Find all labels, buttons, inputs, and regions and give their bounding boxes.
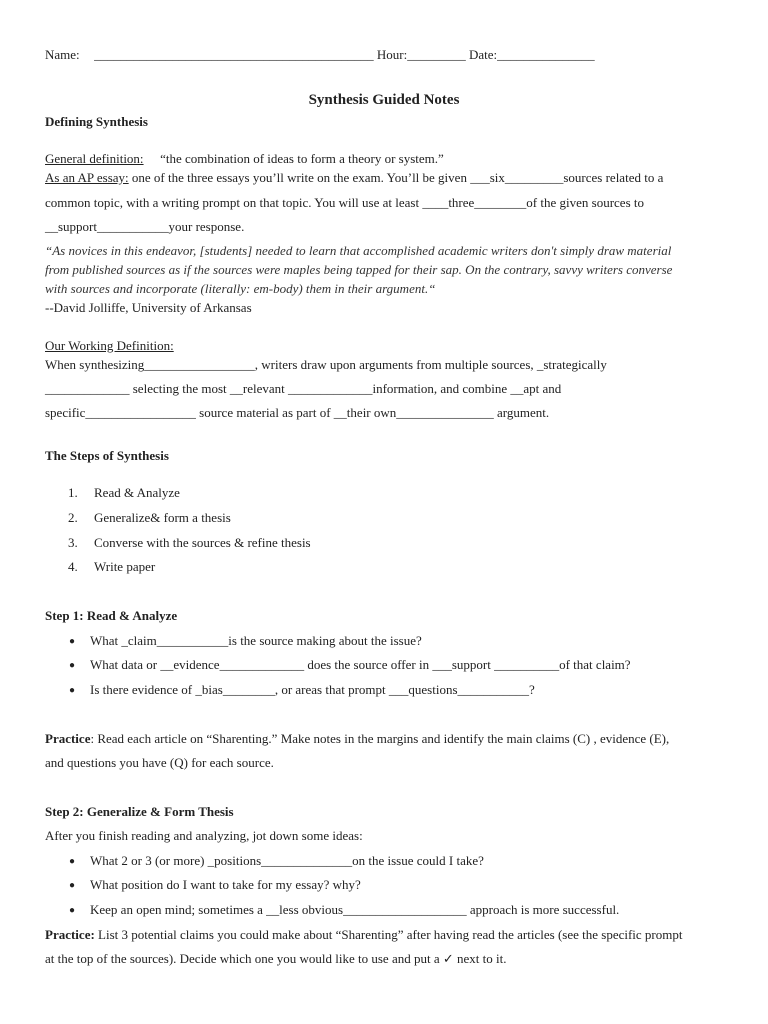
working-definition-line-1: When synthesizing_________________, writers draw upon arguments from multiple sources, _strategically xyxy=(45,357,607,372)
step-number: 3. xyxy=(68,535,78,550)
quote-line-3: with sources and incorporate (literally: em-body) them in their argument.“ xyxy=(45,281,436,296)
date-label: Date: xyxy=(469,47,498,62)
working-definition-line-2: _____________ selecting the most __relevant _____________information, and combine __apt and xyxy=(45,381,562,396)
step-item: Converse with the sources & refine thesis xyxy=(94,535,311,550)
general-definition-line xyxy=(45,151,444,167)
steps-heading: The Steps of Synthesis xyxy=(45,448,169,463)
general-definition-text: “the combination of ideas to form a theory or system.” xyxy=(160,151,444,166)
working-definition-label: Our Working Definition: xyxy=(45,338,174,353)
step-number: 1. xyxy=(68,485,78,500)
ap-essay-line-3: __support___________your response. xyxy=(45,219,245,234)
practice-text: : Read each article on “Sharenting.” Make notes in the margins and identify the main claims (C) , evidence (E), xyxy=(90,731,670,746)
step-item: Write paper xyxy=(94,559,156,574)
quote-line-1: “As novices in this endeavor, [students] needed to learn that accomplished academic writers don't simply draw material xyxy=(45,243,672,258)
step1-practice-line-1 xyxy=(45,731,669,747)
step1-heading: Step 1: Read & Analyze xyxy=(45,608,178,623)
working-definition-line-3: specific_________________ source material as part of __their own_______________ argument. xyxy=(45,405,550,420)
hour-label: Hour: xyxy=(376,47,408,62)
bullet-icon: ● xyxy=(69,636,76,647)
list-item: What position do I want to take for my essay? why? xyxy=(90,877,361,892)
quote-attribution: --David Jolliffe, University of Arkansas xyxy=(45,300,252,315)
bullet-icon: ● xyxy=(69,660,76,671)
date-blank[interactable]: _______________ xyxy=(497,47,595,62)
step-number: 4. xyxy=(68,559,78,574)
name-label: Name: xyxy=(45,47,80,62)
bullet-icon: ● xyxy=(69,880,76,891)
name-hour-date-row xyxy=(45,47,595,63)
practice-text: List 3 potential claims you could make about “Sharenting” after having read the articles (see the specific prompt xyxy=(94,927,683,942)
hour-blank[interactable]: _________ xyxy=(407,47,466,62)
quote-line-2: from published sources as if the sources were maples being tapped for their sap. On the contrary, savvy writers converse xyxy=(45,262,673,277)
defining-heading: Defining Synthesis xyxy=(45,114,148,129)
step-item: Read & Analyze xyxy=(94,485,180,500)
page-title: Synthesis Guided Notes xyxy=(308,92,460,108)
step2-heading: Step 2: Generalize & Form Thesis xyxy=(45,804,234,819)
general-definition-label: General definition: xyxy=(45,151,144,166)
list-item: What 2 or 3 (or more) _positions______________on the issue could I take? xyxy=(90,853,484,868)
list-item: Is there evidence of _bias________, or areas that prompt ___questions___________? xyxy=(90,682,535,697)
bullet-icon: ● xyxy=(69,856,76,867)
practice-label: Practice xyxy=(45,731,91,746)
list-item: Keep an open mind; sometimes a __less obvious___________________ approach is more successful. xyxy=(90,902,620,917)
step2-intro: After you finish reading and analyzing, jot down some ideas: xyxy=(45,828,363,843)
list-item: What _claim___________is the source making about the issue? xyxy=(90,633,422,648)
practice-label: Practice: xyxy=(45,927,95,942)
ap-essay-line-1 xyxy=(45,170,663,186)
step1-practice-line-2: and questions you have (Q) for each source. xyxy=(45,755,274,770)
step-item: Generalize& form a thesis xyxy=(94,510,231,525)
ap-essay-line-2: common topic, with a writing prompt on that topic. You will use at least ____three________of the given sources to xyxy=(45,195,644,210)
step-number: 2. xyxy=(68,510,78,525)
bullet-icon: ● xyxy=(69,905,76,916)
list-item: What data or __evidence_____________ does the source offer in ___support __________of that claim? xyxy=(90,657,631,672)
ap-essay-label: As an AP essay: xyxy=(45,170,129,185)
step2-practice-line-1 xyxy=(45,927,682,943)
ap-essay-text-1: one of the three essays you’ll write on the exam. You’ll be given ___six_________sources related to a xyxy=(131,170,664,185)
name-blank[interactable]: ___________________________________________ xyxy=(94,47,374,62)
bullet-icon: ● xyxy=(69,685,76,696)
step2-practice-line-2: at the top of the sources). Decide which one you would like to use and put a ✓ next to it. xyxy=(45,951,507,966)
